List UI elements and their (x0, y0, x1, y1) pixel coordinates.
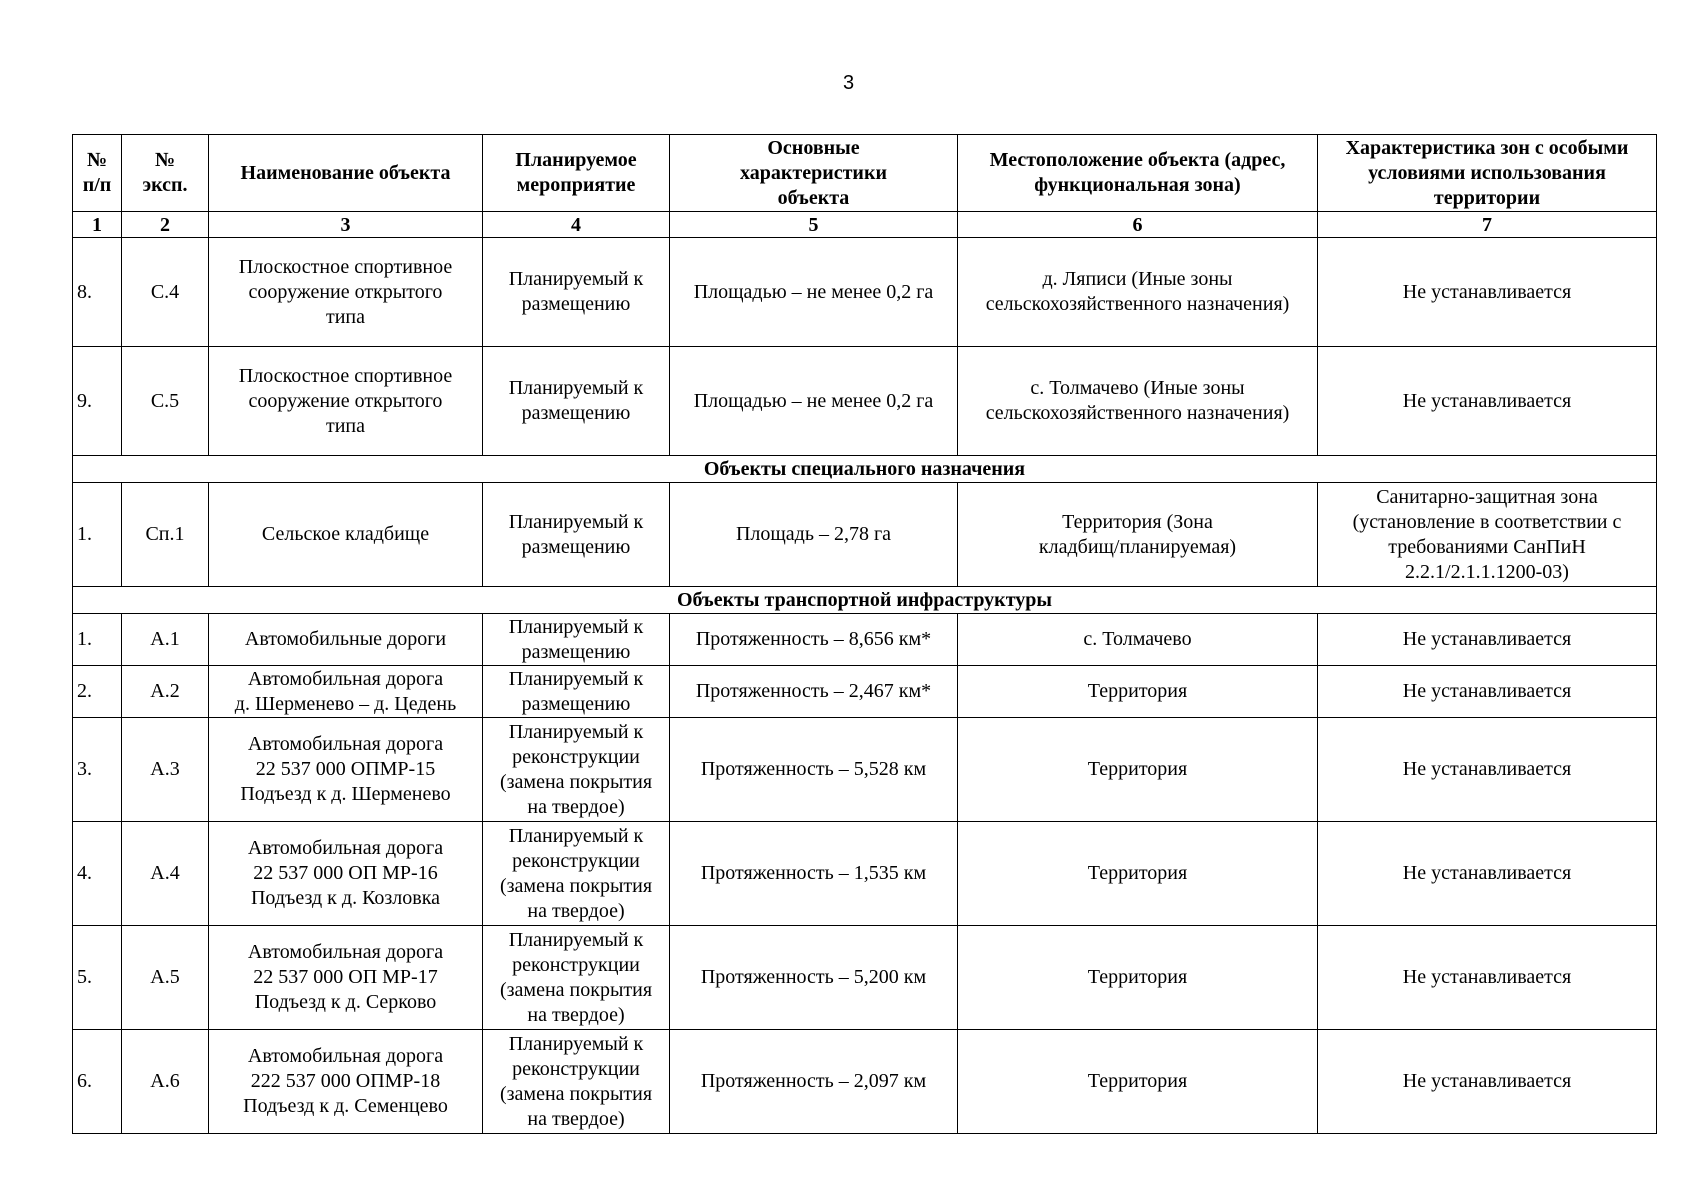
column-number: 6 (958, 212, 1318, 238)
characteristics: Протяженность – 1,535 км (670, 822, 958, 926)
zone-characteristics: Санитарно-защитная зона (установление в соответствии с требованиями СанПиН 2.2.1/2.1.1.1200-03) (1318, 483, 1657, 587)
section-title-special: Объекты специального назначения (73, 456, 1657, 483)
row-number: 2. (73, 666, 122, 718)
table-row (73, 238, 1657, 347)
characteristics: Площадью – не менее 0,2 га (670, 347, 958, 456)
location: Территория (958, 666, 1318, 718)
objects-table (72, 134, 1657, 1134)
row-number: 8. (73, 238, 122, 347)
object-name: Плоскостное спортивное сооружение открытого типа (209, 238, 483, 347)
table-row (73, 666, 1657, 718)
location: Территория (958, 926, 1318, 1030)
header-cell: № эксп. (122, 135, 209, 212)
characteristics: Протяженность – 5,528 км (670, 718, 958, 822)
characteristics: Площадь – 2,78 га (670, 483, 958, 587)
page-number: 3 (842, 72, 855, 94)
header-cell: Местоположение объекта (адрес, функциональная зона) (958, 135, 1318, 212)
exp-number: А.2 (122, 666, 209, 718)
zone-characteristics: Не устанавливается (1318, 718, 1657, 822)
planned-action: Планируемый к размещению (483, 614, 670, 666)
planned-action: Планируемый к реконструкции (замена покрытия на твердое) (483, 926, 670, 1030)
table-row (73, 822, 1657, 926)
zone-characteristics: Не устанавливается (1318, 238, 1657, 347)
object-name: Плоскостное спортивное сооружение открытого типа (209, 347, 483, 456)
table-row (73, 926, 1657, 1030)
header-cell: Основные характеристики объекта (670, 135, 958, 212)
row-number: 4. (73, 822, 122, 926)
table-row (73, 483, 1657, 587)
table-header-row (73, 135, 1657, 212)
planned-action: Планируемый к реконструкции (замена покрытия на твердое) (483, 718, 670, 822)
exp-number: А.5 (122, 926, 209, 1030)
header-cell: Планируемое мероприятие (483, 135, 670, 212)
zone-characteristics: Не устанавливается (1318, 666, 1657, 718)
planned-action: Планируемый к реконструкции (замена покрытия на твердое) (483, 822, 670, 926)
row-number: 1. (73, 483, 122, 587)
table-row (73, 347, 1657, 456)
characteristics: Протяженность – 2,097 км (670, 1030, 958, 1134)
zone-characteristics: Не устанавливается (1318, 347, 1657, 456)
column-number-row (73, 212, 1657, 238)
row-number: 6. (73, 1030, 122, 1134)
planned-action: Планируемый к размещению (483, 666, 670, 718)
column-number: 3 (209, 212, 483, 238)
row-number: 9. (73, 347, 122, 456)
zone-characteristics: Не устанавливается (1318, 926, 1657, 1030)
section-row (73, 587, 1657, 614)
exp-number: А.4 (122, 822, 209, 926)
section-row (73, 456, 1657, 483)
row-number: 3. (73, 718, 122, 822)
exp-number: А.1 (122, 614, 209, 666)
section-title-transport: Объекты транспортной инфраструктуры (73, 587, 1657, 614)
object-name: Сельское кладбище (209, 483, 483, 587)
location: Территория (958, 718, 1318, 822)
exp-number: А.6 (122, 1030, 209, 1134)
object-name: Автомобильная дорога д. Шерменево – д. Цедень (209, 666, 483, 718)
zone-characteristics: Не устанавливается (1318, 1030, 1657, 1134)
object-name: Автомобильная дорога 22 537 000 ОПМР-15 Подъезд к д. Шерменево (209, 718, 483, 822)
location: с. Толмачево (958, 614, 1318, 666)
row-number: 1. (73, 614, 122, 666)
characteristics: Протяженность – 2,467 км* (670, 666, 958, 718)
location: Территория (Зона кладбищ/планируемая) (958, 483, 1318, 587)
column-number: 7 (1318, 212, 1657, 238)
location: д. Ляписи (Иные зоны сельскохозяйственного назначения) (958, 238, 1318, 347)
table-row (73, 1030, 1657, 1134)
header-cell: № п/п (73, 135, 122, 212)
row-number: 5. (73, 926, 122, 1030)
column-number: 2 (122, 212, 209, 238)
header-cell: Наименование объекта (209, 135, 483, 212)
exp-number: С.4 (122, 238, 209, 347)
planned-action: Планируемый к размещению (483, 347, 670, 456)
location: Территория (958, 1030, 1318, 1134)
exp-number: А.3 (122, 718, 209, 822)
column-number: 5 (670, 212, 958, 238)
zone-characteristics: Не устанавливается (1318, 614, 1657, 666)
characteristics: Протяженность – 8,656 км* (670, 614, 958, 666)
exp-number: Сп.1 (122, 483, 209, 587)
object-name: Автомобильная дорога 22 537 000 ОП МР-17 Подъезд к д. Серково (209, 926, 483, 1030)
object-name: Автомобильные дороги (209, 614, 483, 666)
header-cell: Характеристика зон с особыми условиями использования территории (1318, 135, 1657, 212)
object-name: Автомобильная дорога 222 537 000 ОПМР-18 Подъезд к д. Семенцево (209, 1030, 483, 1134)
table-row (73, 614, 1657, 666)
column-number: 4 (483, 212, 670, 238)
planned-action: Планируемый к реконструкции (замена покрытия на твердое) (483, 1030, 670, 1134)
table-row (73, 718, 1657, 822)
object-name: Автомобильная дорога 22 537 000 ОП МР-16 Подъезд к д. Козловка (209, 822, 483, 926)
planned-action: Планируемый к размещению (483, 238, 670, 347)
location: Территория (958, 822, 1318, 926)
characteristics: Протяженность – 5,200 км (670, 926, 958, 1030)
location: с. Толмачево (Иные зоны сельскохозяйственного назначения) (958, 347, 1318, 456)
zone-characteristics: Не устанавливается (1318, 822, 1657, 926)
exp-number: С.5 (122, 347, 209, 456)
characteristics: Площадью – не менее 0,2 га (670, 238, 958, 347)
planned-action: Планируемый к размещению (483, 483, 670, 587)
column-number: 1 (73, 212, 122, 238)
